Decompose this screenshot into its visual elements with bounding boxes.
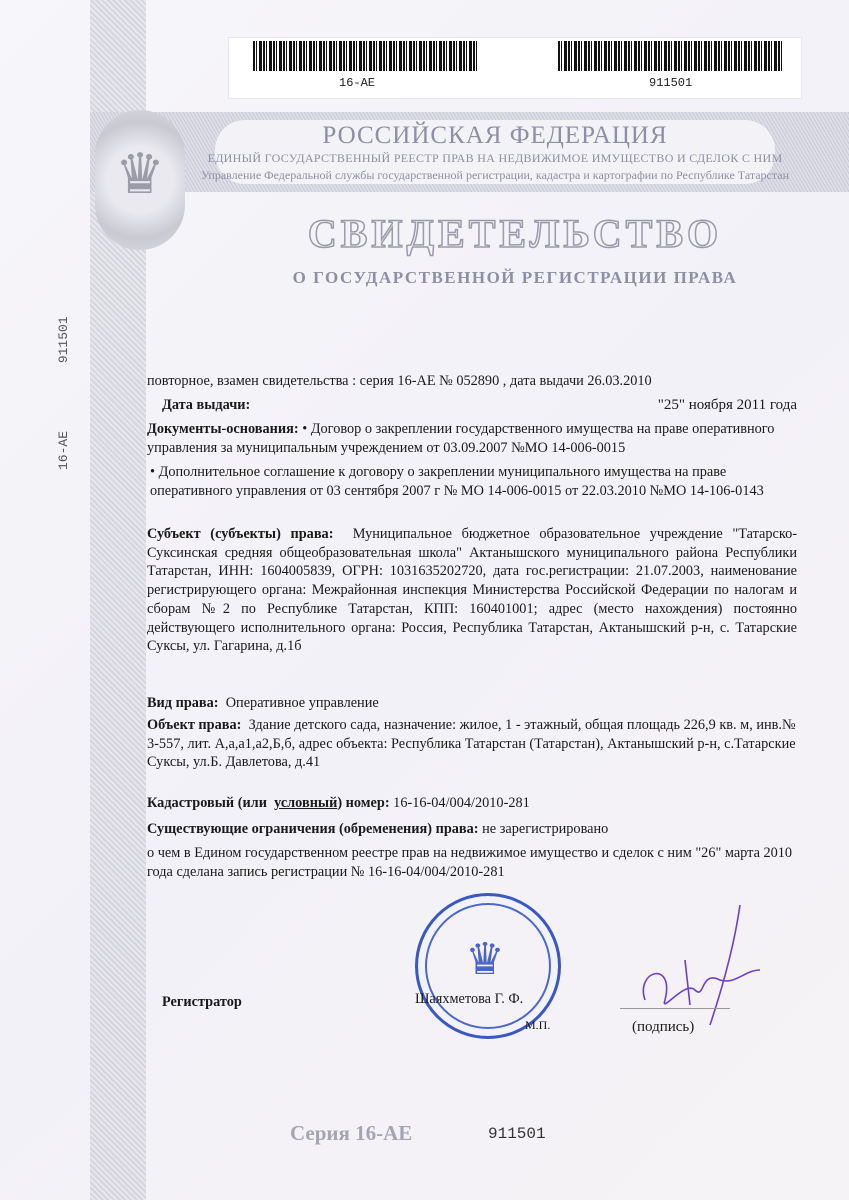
certificate-subtitle: О ГОСУДАРСТВЕННОЙ РЕГИСТРАЦИИ ПРАВА xyxy=(292,268,738,287)
side-serial xyxy=(56,256,71,470)
cadastral-number xyxy=(147,794,797,813)
documents-label: Документы-основания: xyxy=(147,421,299,437)
signature-line xyxy=(620,1008,730,1009)
restrictions xyxy=(147,820,797,839)
stamp-eagle-icon: ♛ xyxy=(465,935,505,984)
certificate-title: СВИДЕТЕЛЬСТВО xyxy=(307,211,723,256)
right-type-value: Оперативное управление xyxy=(225,695,379,711)
subject-block xyxy=(147,525,797,656)
barcode-left xyxy=(253,41,477,71)
side-number: 911501 xyxy=(56,316,71,364)
restrictions-label: Существующие ограничения (обременения) права: xyxy=(147,821,479,837)
side-series: 16-АЕ xyxy=(56,430,71,470)
coat-of-arms-icon: ♛ xyxy=(114,144,166,206)
barcode-right-number: 911501 xyxy=(649,76,693,90)
authority-heading: Управление Федеральной службы государственной регистрации, кадастра и картографии по Республике Татарстан xyxy=(200,168,790,182)
object-block xyxy=(147,716,797,772)
country-heading: РОССИЙСКАЯ ФЕДЕРАЦИЯ xyxy=(322,122,668,149)
object-value: Здание детского сада, назначение: жилое, 1 - этажный, общая площадь 226,9 кв. м, инв.№ 3-557, лит. А,а,а1,а2,Б,б, адрес объекта: Республика Татарстан (Татарстан), Актанышский р-н, с.Татарские Суксы, ул.Б. Давлетова, д.41 xyxy=(147,717,796,771)
record-note: о чем в Едином государственном реестре прав на недвижимое имущество и сделок с ним "26" марта 2010 года сделана запись регистрации № 16-16-04/004/2010-281 xyxy=(147,845,793,880)
right-type-label: Вид права: xyxy=(147,695,219,711)
repeat-note: повторное, взамен свидетельства : серия 16-АЕ № 052890 , дата выдачи 26.03.2010 xyxy=(147,373,652,389)
series-number: 911501 xyxy=(488,1125,546,1143)
subject-label: Субъект (субъекты) права: xyxy=(147,526,334,542)
documents-item-1: • Договор о закреплении государственного имущества на праве оперативного управления за муниципальным учреждением от 03.09.2007 №МО 14-006-0015 xyxy=(147,421,775,456)
registrar-label: Регистратор xyxy=(162,994,242,1010)
signature xyxy=(625,900,765,1030)
cadastral-value: 16-16-04/004/2010-281 xyxy=(393,795,530,811)
right-type xyxy=(147,694,797,713)
registry-heading: ЕДИНЫЙ ГОСУДАРСТВЕННЫЙ РЕЕСТР ПРАВ НА НЕДВИЖИМОЕ ИМУЩЕСТВО И СДЕЛОК С НИМ xyxy=(207,151,783,165)
subject-value: Муниципальное бюджетное образовательное учреждение "Татарско-Суксинская средняя общеобразовательная школа" Актанышского муниципального района Республики Татарстан, ИНН: 1604005839, ОГРН: 1031635202720, дата гос.регистрации: 21.07.2003, наименование регистрирующего органа: Межрайонная инспекция Министерства Российской Федерации по налогам и сборам №2 по Республике Татарстан, КПП: 160401001; адрес (место нахождения) постоянно действующего исполнительного органа: Россия, Республика Татарстан, Актанышский р-н, с. Татарские Суксы, ул. Гагарина, д.1б xyxy=(147,526,797,655)
documents-basis xyxy=(147,420,797,457)
documents-item-2: • Дополнительное соглашение к договору о закреплении муниципального имущества на праве оперативного управления от 03 сентября 2007 г № МО 14-006-0015 от 22.03.2010 №МО 14-106-0143 xyxy=(150,464,764,499)
issue-date-row xyxy=(162,396,797,415)
stamp-place: М.П. xyxy=(525,1018,551,1032)
signature-caption: (подпись) xyxy=(632,1019,695,1035)
barcode-panel xyxy=(228,37,802,99)
barcode-right xyxy=(558,41,783,71)
registrar-name: Шаяхметова Г. Ф. xyxy=(415,991,524,1007)
cadastral-label-end: ) номер: xyxy=(337,795,390,811)
restrictions-value: не зарегистрировано xyxy=(482,821,609,837)
issue-date-label: Дата выдачи: xyxy=(162,397,251,413)
issue-date-value: "25" ноября 2011 года xyxy=(657,397,797,413)
object-label: Объект права: xyxy=(147,717,242,733)
barcode-left-number: 16-АЕ xyxy=(339,76,376,90)
series-label: Серия 16-АЕ xyxy=(290,1121,413,1145)
cadastral-label: Кадастровый (или xyxy=(147,795,267,811)
cadastral-label-conditional: условный xyxy=(274,795,338,811)
